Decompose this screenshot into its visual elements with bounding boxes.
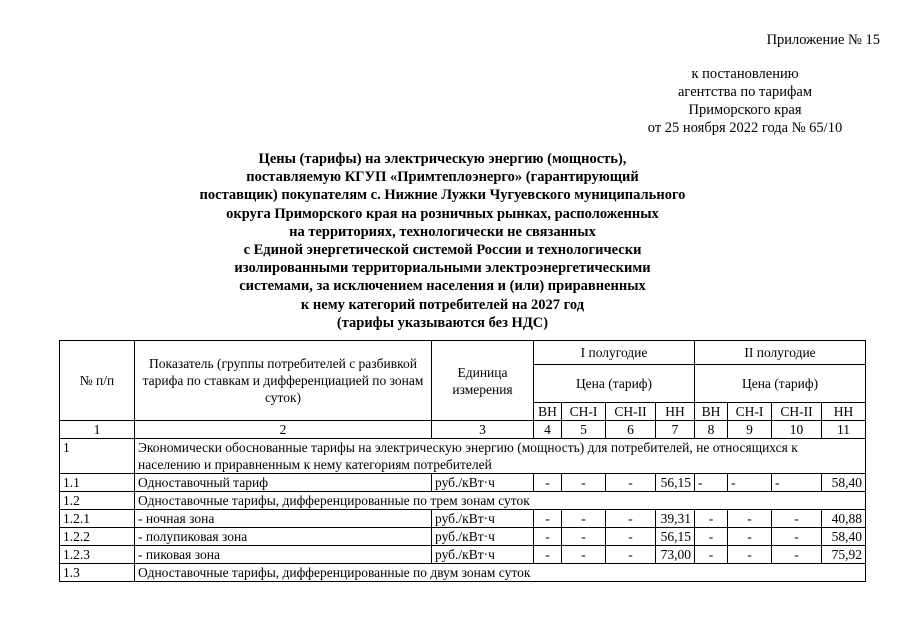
title-line: с Единой энергетической системой России и технологически (243, 242, 642, 259)
annex-line: агентства по тарифам (678, 84, 812, 100)
header-num: № п/п (60, 341, 135, 421)
row-value: - (606, 474, 656, 492)
column-index: 8 (695, 421, 728, 439)
header-level: СН-I (728, 403, 772, 421)
row-text: Одноставочный тариф (135, 474, 432, 492)
row-text: - полупиковая зона (135, 528, 432, 546)
header-price-2: Цена (тариф) (695, 365, 866, 403)
row-section-text: Одноставочные тарифы, дифференцированные по двум зонам суток (135, 564, 866, 582)
annex-line: Приморского края (688, 102, 802, 118)
column-index: 2 (135, 421, 432, 439)
row-value: - (728, 474, 772, 492)
row-number: 1 (60, 439, 135, 474)
table-row (60, 492, 866, 510)
row-number: 1.2 (60, 492, 135, 510)
column-index: 3 (432, 421, 534, 439)
header-level: СН-II (772, 403, 822, 421)
row-unit: руб./кВт·ч (432, 528, 534, 546)
row-unit: руб./кВт·ч (432, 546, 534, 564)
annex-line: к постановлению (691, 66, 799, 82)
row-number: 1.2.1 (60, 510, 135, 528)
row-value: - (772, 546, 822, 564)
title-line: Цены (тарифы) на электрическую энергию (мощность), (258, 151, 627, 167)
row-number: 1.1 (60, 474, 135, 492)
table-row (60, 510, 866, 528)
column-index: 5 (562, 421, 606, 439)
row-value: - (562, 546, 606, 564)
header-level: СН-I (562, 403, 606, 421)
row-value: - (534, 510, 562, 528)
title-line: поставщик) покупателям с. Нижние Лужки Чугуевского муниципального (199, 187, 686, 204)
title-line: округа Приморского края на розничных рынках, расположенных (226, 205, 659, 222)
column-index-row (60, 421, 866, 439)
column-index: 6 (606, 421, 656, 439)
row-value: 40,88 (822, 510, 866, 528)
row-value: 56,15 (656, 474, 695, 492)
row-text: - ночная зона (135, 510, 432, 528)
row-number: 1.2.3 (60, 546, 135, 564)
tariff-table (59, 340, 866, 582)
column-index: 7 (656, 421, 695, 439)
row-value: - (728, 528, 772, 546)
title-line: на территориях, технологически не связанных (289, 223, 596, 240)
row-value: 58,40 (822, 528, 866, 546)
row-value: - (562, 528, 606, 546)
row-value: - (606, 546, 656, 564)
row-value: - (606, 528, 656, 546)
row-section-text: Одноставочные тарифы, дифференцированные по трем зонам суток (135, 492, 866, 510)
column-index: 9 (728, 421, 772, 439)
table-row (60, 439, 866, 474)
row-number: 1.3 (60, 564, 135, 582)
row-value: - (695, 510, 728, 528)
row-value: 39,31 (656, 510, 695, 528)
row-text: - пиковая зона (135, 546, 432, 564)
header-level: НН (656, 403, 695, 421)
row-value: - (695, 528, 728, 546)
title-line: поставляемую КГУП «Примтеплоэнерго» (гарантирующий (246, 169, 639, 186)
row-value: - (534, 474, 562, 492)
table-row (60, 528, 866, 546)
title-line: к нему категорий потребителей на 2027 год (300, 296, 585, 313)
annex-reference (615, 65, 875, 137)
row-value: - (772, 528, 822, 546)
row-value: - (534, 546, 562, 564)
row-unit: руб./кВт·ч (432, 510, 534, 528)
row-value: - (562, 474, 606, 492)
row-value: 73,00 (656, 546, 695, 564)
row-value: - (772, 510, 822, 528)
header-indicator: Показатель (группы потребителей с разбивкой тарифа по ставкам и дифференциацией по зонам суток) (135, 341, 432, 421)
table-row (60, 474, 866, 492)
header-level: СН-II (606, 403, 656, 421)
title-line: системами, за исключением населения и (или) приравненных (239, 278, 646, 295)
table-row (60, 564, 866, 582)
column-index: 11 (822, 421, 866, 439)
row-value: - (772, 474, 822, 492)
row-value: - (728, 510, 772, 528)
annex-number: Приложение № 15 (766, 32, 880, 48)
header-level: ВН (695, 403, 728, 421)
row-value: 56,15 (656, 528, 695, 546)
row-value: - (695, 474, 728, 492)
row-value: - (695, 546, 728, 564)
column-index: 1 (60, 421, 135, 439)
row-value: - (562, 510, 606, 528)
header-level: НН (822, 403, 866, 421)
row-value: - (534, 528, 562, 546)
row-unit: руб./кВт·ч (432, 474, 534, 492)
row-value: 75,92 (822, 546, 866, 564)
row-value: - (606, 510, 656, 528)
title-line: изолированными территориальными электроэнергетическими (234, 260, 651, 277)
header-unit: Единица измерения (432, 341, 534, 421)
header-half-1: I полугодие (534, 341, 695, 365)
row-number: 1.2.2 (60, 528, 135, 546)
row-section-text: Экономически обоснованные тарифы на электрическую энергию (мощность) для потребителей, не относящихся к населению и приравненным к нему категориям потребителей (135, 439, 866, 474)
row-value: 58,40 (822, 474, 866, 492)
document-title (150, 150, 735, 332)
table-row (60, 546, 866, 564)
header-price-1: Цена (тариф) (534, 365, 695, 403)
header-level: ВН (534, 403, 562, 421)
row-value: - (728, 546, 772, 564)
column-index: 4 (534, 421, 562, 439)
annex-line: от 25 ноября 2022 года № 65/10 (647, 120, 843, 136)
header-half-2: II полугодие (695, 341, 866, 365)
column-index: 10 (772, 421, 822, 439)
title-line: (тарифы указываются без НДС) (336, 314, 549, 331)
